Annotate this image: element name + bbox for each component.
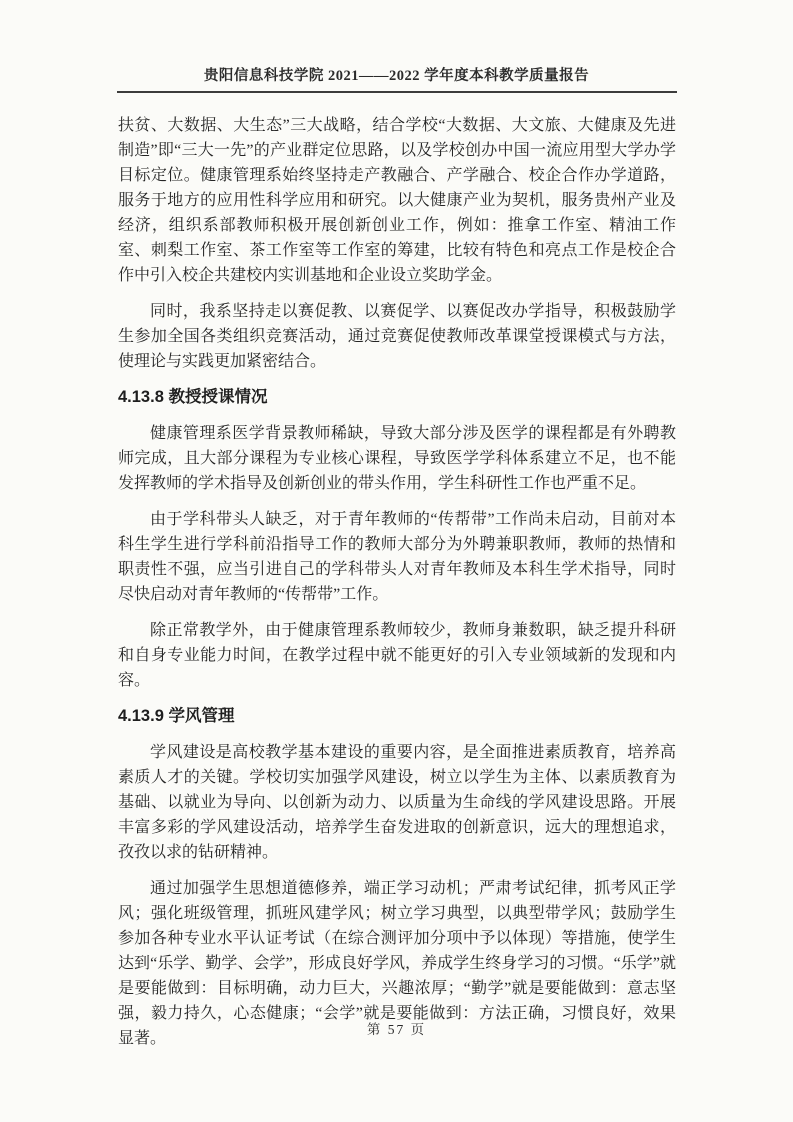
page-footer (0, 1018, 793, 1038)
section-heading-4-13-9: 4.13.9 学风管理 (118, 707, 235, 725)
paragraph: 学风建设是高校教学基本建设的重要内容，是全面推进素质教育，培养高素质人才的关键。学校切实加强学风建设，树立以学生为主体、以素质教育为基础、以就业为导向、以创新为动力、以质量为生命线的学风建设思路。开展丰富多彩的学风建设活动，培养学生奋发进取的创新意识，远大的理想追求，孜孜以求的钻研精神。 (118, 744, 676, 861)
page-body (118, 113, 676, 1062)
page-header (0, 64, 793, 93)
paragraph: 同时，我系坚持走以赛促教、以赛促学、以赛促改办学指导，积极鼓励学生参加全国各类组织竞赛活动，通过竞赛促使教师改革课堂授课模式与方法，使理论与实践更加紧密结合。 (118, 303, 676, 370)
paragraph: 健康管理系医学背景教师稀缺，导致大部分涉及医学的课程都是有外聘教师完成，且大部分课程为专业核心课程，导致医学学科体系建立不足，也不能发挥教师的学术指导及创新创业的带头作用，学生科研性工作也严重不足。 (118, 425, 676, 492)
report-title: 贵阳信息科技学院 2021——2022 学年度本科教学质量报告 (203, 68, 590, 84)
page-number: 第 57 页 (366, 1022, 427, 1037)
paragraph: 除正常教学外，由于健康管理系教师较少，教师身兼数职，缺乏提升科研和自身专业能力时间，在教学过程中就不能更好的引入专业领域新的发现和内容。 (118, 622, 676, 689)
paragraph-continuation: 扶贫、大数据、大生态”三大战略，结合学校“大数据、大文旅、大健康及先进制造”即“三大一先”的产业群定位思路，以及学校创办中国一流应用型大学办学目标定位。健康管理系始终坚持走产教融合、产学融合、校企合作办学道路，服务于地方的应用性科学应用和研究。以大健康产业为契机，服务贵州产业及经济，组织系部教师积极开展创新创业工作，例如：推拿工作室、精油工作室、刺梨工作室、茶工作室等工作室的筹建，比较有特色和亮点工作是校企合作中引入校企共建校内实训基地和企业设立奖助学金。 (118, 117, 676, 284)
section-heading-4-13-8: 4.13.8 教授授课情况 (118, 388, 268, 406)
header-divider (117, 91, 677, 93)
paragraph: 由于学科带头人缺乏，对于青年教师的“传帮带”工作尚未启动，目前对本科生学生进行学科前沿指导工作的教师大部分为外聘兼职教师，教师的热情和职责性不强，应当引进自己的学科带头人对青年教师及本科生学术指导，同时尽快启动对青年教师的“传帮带”工作。 (118, 511, 676, 603)
paragraph: 通过加强学生思想道德修养，端正学习动机；严肃考试纪律，抓考风正学风；强化班级管理，抓班风建学风；树立学习典型，以典型带学风；鼓励学生参加各种专业水平认证考试（在综合测评加分项中予以体现）等措施，使学生达到“乐学、勤学、会学”，形成良好学风，养成学生终身学习的习惯。“乐学”就是要能做到：目标明确，动力巨大，兴趣浓厚；“勤学”就是要能做到：意志坚强，毅力持久，心态健康；“会学”就是要能做到：方法正确，习惯良好，效果显著。 (118, 880, 676, 1047)
